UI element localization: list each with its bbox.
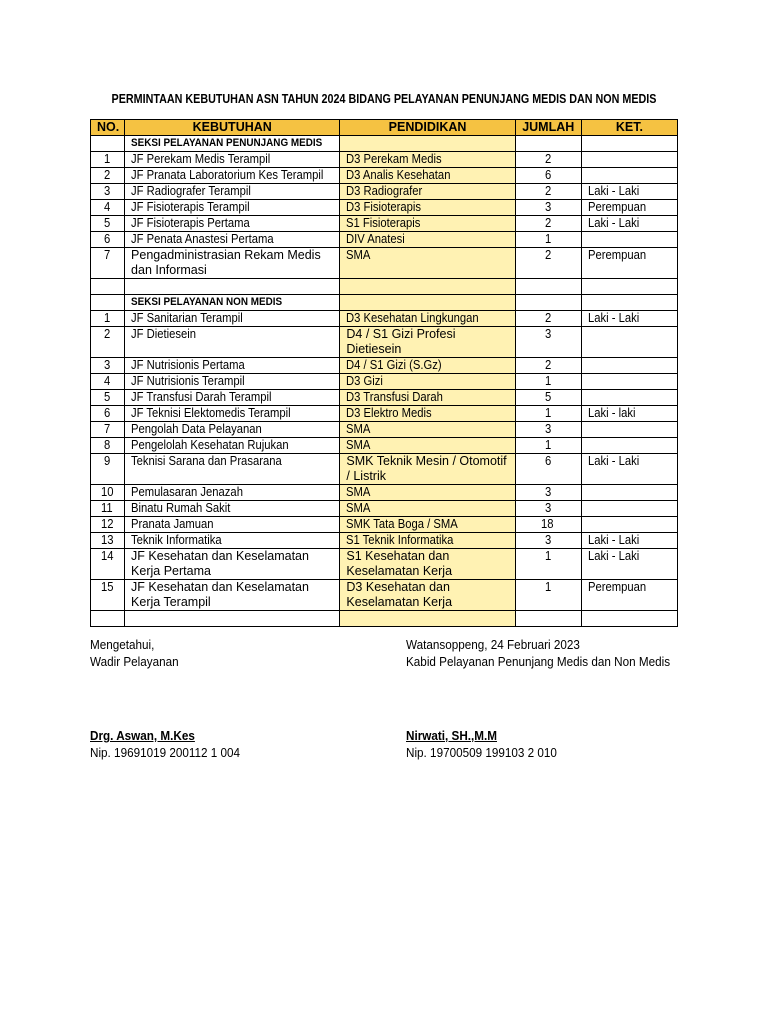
row-kebutuhan xyxy=(125,422,340,438)
left-position-title: Wadir Pelayanan xyxy=(90,654,179,669)
row-pendidikan xyxy=(340,454,515,485)
row-jumlah-text: 6 xyxy=(544,168,552,182)
row-ket xyxy=(581,406,677,422)
table-row xyxy=(91,374,678,390)
row-jumlah-text: 3 xyxy=(544,485,552,499)
row-jumlah-text: 5 xyxy=(544,390,552,404)
row-kebutuhan-text: JF Transfusi Darah Terampil xyxy=(131,390,272,404)
empty-cell xyxy=(340,279,515,295)
row-no xyxy=(91,517,125,533)
row-kebutuhan-text: Pengolah Data Pelayanan xyxy=(131,422,262,436)
row-jumlah-text: 3 xyxy=(544,327,552,341)
table-row xyxy=(91,232,678,248)
section-jumlah-cell xyxy=(515,136,581,152)
row-ket xyxy=(581,311,677,327)
row-no-text: 2 xyxy=(104,327,111,341)
row-jumlah-text: 6 xyxy=(544,454,552,468)
row-no-text: 5 xyxy=(104,390,111,404)
empty-cell xyxy=(91,611,125,627)
table-row xyxy=(91,168,678,184)
row-jumlah xyxy=(515,216,581,232)
row-ket xyxy=(581,533,677,549)
row-pendidikan-text: D3 Kesehatan Lingkungan xyxy=(346,311,480,325)
row-jumlah-text: 3 xyxy=(544,422,552,436)
row-pendidikan xyxy=(340,248,515,279)
section-no-cell xyxy=(91,295,125,311)
row-ket-text: Laki - Laki xyxy=(587,454,640,468)
row-pendidikan-text: D3 Analis Kesehatan xyxy=(346,168,451,182)
row-ket-text: Perempuan xyxy=(587,200,646,214)
row-no xyxy=(91,184,125,200)
row-kebutuhan-text: JF Dietiesein xyxy=(131,327,197,341)
row-pendidikan xyxy=(340,501,515,517)
row-no-text: 1 xyxy=(104,152,111,166)
row-pendidikan-text: SMK Teknik Mesin / Otomotif / Listrik xyxy=(346,454,507,483)
table-row xyxy=(91,406,678,422)
table-row xyxy=(91,216,678,232)
row-ket xyxy=(581,200,677,216)
left-signatory-name: Drg. Aswan, M.Kes xyxy=(90,728,195,743)
row-pendidikan-text: D3 Gizi xyxy=(346,374,384,388)
row-jumlah xyxy=(515,358,581,374)
row-ket xyxy=(581,390,677,406)
row-kebutuhan-text: JF Fisioterapis Pertama xyxy=(131,216,250,230)
row-kebutuhan-text: JF Fisioterapis Terampil xyxy=(131,200,250,214)
header-jumlah: JUMLAH xyxy=(515,120,581,136)
row-jumlah xyxy=(515,533,581,549)
empty-cell xyxy=(515,279,581,295)
row-jumlah xyxy=(515,168,581,184)
row-pendidikan xyxy=(340,358,515,374)
row-kebutuhan-text: Pranata Jamuan xyxy=(131,517,214,531)
table-header-row xyxy=(91,120,678,136)
row-no-text: 3 xyxy=(104,184,111,198)
row-no-text: 4 xyxy=(104,200,111,214)
row-pendidikan xyxy=(340,374,515,390)
table-row xyxy=(91,549,678,580)
table-body xyxy=(91,136,678,627)
row-pendidikan xyxy=(340,327,515,358)
row-pendidikan-text: D3 Elektro Medis xyxy=(346,406,433,420)
row-jumlah-text: 2 xyxy=(544,311,552,325)
row-no-text: 2 xyxy=(104,168,111,182)
row-jumlah-text: 3 xyxy=(544,200,552,214)
row-kebutuhan xyxy=(125,184,340,200)
row-no-text: 4 xyxy=(104,374,111,388)
row-jumlah xyxy=(515,184,581,200)
row-kebutuhan-text: JF Kesehatan dan Keselamatan Kerja Terampil xyxy=(131,580,309,609)
row-ket xyxy=(581,580,677,611)
row-pendidikan-text: D3 Transfusi Darah xyxy=(346,390,444,404)
row-kebutuhan-text: JF Sanitarian Terampil xyxy=(131,311,243,325)
section-header-row xyxy=(91,136,678,152)
row-no-text: 13 xyxy=(100,533,114,547)
row-no-text: 7 xyxy=(104,248,111,262)
row-kebutuhan-text: Teknisi Sarana dan Prasarana xyxy=(131,454,282,468)
table-row xyxy=(91,152,678,168)
row-no xyxy=(91,311,125,327)
table-row xyxy=(91,485,678,501)
row-ket-text: Laki - Laki xyxy=(587,216,640,230)
table-row xyxy=(91,248,678,279)
row-pendidikan-text: S1 Kesehatan dan Keselamatan Kerja xyxy=(346,549,453,578)
row-jumlah xyxy=(515,549,581,580)
row-no-text: 7 xyxy=(104,422,111,436)
table-row xyxy=(91,501,678,517)
left-acknowledge-label: Mengetahui, xyxy=(90,637,155,652)
row-ket-text: Laki - Laki xyxy=(587,533,640,547)
row-no-text: 9 xyxy=(104,454,111,468)
row-ket-text: Laki - laki xyxy=(587,406,636,420)
row-jumlah-text: 1 xyxy=(544,438,552,452)
row-jumlah-text: 2 xyxy=(544,248,552,262)
row-jumlah-text: 1 xyxy=(544,232,552,246)
row-pendidikan-text: D3 Kesehatan dan Keselamatan Kerja xyxy=(346,580,453,609)
row-jumlah xyxy=(515,422,581,438)
row-pendidikan-text: S1 Teknik Informatika xyxy=(346,533,454,547)
row-kebutuhan xyxy=(125,311,340,327)
row-kebutuhan xyxy=(125,517,340,533)
empty-cell xyxy=(581,611,677,627)
table-row xyxy=(91,327,678,358)
row-jumlah-text: 2 xyxy=(544,216,552,230)
row-jumlah xyxy=(515,152,581,168)
row-pendidikan xyxy=(340,311,515,327)
row-jumlah xyxy=(515,327,581,358)
row-no-text: 5 xyxy=(104,216,111,230)
row-kebutuhan-text: Teknik Informatika xyxy=(131,533,222,547)
table-row xyxy=(91,438,678,454)
table-row xyxy=(91,311,678,327)
row-no xyxy=(91,374,125,390)
row-pendidikan-text: SMA xyxy=(346,422,371,436)
header-pendidikan: PENDIDIKAN xyxy=(340,120,515,136)
row-no-text: 8 xyxy=(104,438,111,452)
table-row xyxy=(91,358,678,374)
row-kebutuhan-text: JF Perekam Medis Terampil xyxy=(131,152,271,166)
row-ket xyxy=(581,232,677,248)
document-title: PERMINTAAN KEBUTUHAN ASN TAHUN 2024 BIDANG PELAYANAN PENUNJANG MEDIS DAN NON MEDIS xyxy=(111,92,657,106)
row-pendidikan-text: SMA xyxy=(346,438,371,452)
row-kebutuhan xyxy=(125,390,340,406)
left-signatory xyxy=(90,727,257,761)
row-jumlah xyxy=(515,374,581,390)
requirements-table xyxy=(90,119,678,627)
row-no xyxy=(91,390,125,406)
row-no-text: 10 xyxy=(100,485,114,499)
row-kebutuhan xyxy=(125,358,340,374)
row-no xyxy=(91,327,125,358)
row-kebutuhan xyxy=(125,168,340,184)
row-kebutuhan xyxy=(125,327,340,358)
row-pendidikan xyxy=(340,517,515,533)
row-pendidikan xyxy=(340,216,515,232)
row-no xyxy=(91,422,125,438)
row-no xyxy=(91,200,125,216)
right-position-title: Kabid Pelayanan Penunjang Medis dan Non Medis xyxy=(406,654,671,669)
spacer-row xyxy=(91,279,678,295)
left-signature-block xyxy=(90,636,189,670)
row-pendidikan-text: SMA xyxy=(346,485,371,499)
row-ket xyxy=(581,152,677,168)
row-kebutuhan-text: Pemulasaran Jenazah xyxy=(131,485,243,499)
row-pendidikan xyxy=(340,485,515,501)
row-ket xyxy=(581,327,677,358)
row-ket xyxy=(581,454,677,485)
row-pendidikan-text: D4 / S1 Gizi Profesi Dietiesein xyxy=(346,327,456,356)
empty-cell xyxy=(125,611,340,627)
row-no xyxy=(91,580,125,611)
section-ket-cell xyxy=(581,295,677,311)
row-no xyxy=(91,232,125,248)
row-kebutuhan-text: JF Pranata Laboratorium Kes Terampil xyxy=(131,168,324,182)
row-kebutuhan-text: JF Teknisi Elektomedis Terampil xyxy=(131,406,291,420)
row-kebutuhan xyxy=(125,501,340,517)
header-kebutuhan: KEBUTUHAN xyxy=(125,120,340,136)
row-jumlah xyxy=(515,454,581,485)
row-pendidikan-text: D4 / S1 Gizi (S.Gz) xyxy=(346,358,443,372)
row-ket xyxy=(581,168,677,184)
row-ket-text: Laki - Laki xyxy=(587,311,640,325)
section-title xyxy=(125,295,340,311)
row-jumlah xyxy=(515,485,581,501)
place-date: Watansoppeng, 24 Februari 2023 xyxy=(406,637,580,652)
trailing-empty-row xyxy=(91,611,678,627)
row-pendidikan xyxy=(340,184,515,200)
row-ket-text: Laki - Laki xyxy=(587,549,640,563)
table-row xyxy=(91,422,678,438)
row-jumlah xyxy=(515,390,581,406)
empty-cell xyxy=(581,279,677,295)
row-kebutuhan-text: Binatu Rumah Sakit xyxy=(131,501,231,515)
section-jumlah-cell xyxy=(515,295,581,311)
row-no-text: 14 xyxy=(100,549,114,563)
left-signatory-nip: Nip. 19691019 200112 1 004 xyxy=(90,745,241,760)
empty-cell xyxy=(515,611,581,627)
row-pendidikan xyxy=(340,580,515,611)
row-kebutuhan-text: JF Radiografer Terampil xyxy=(131,184,251,198)
header-no: NO. xyxy=(91,120,125,136)
row-jumlah xyxy=(515,248,581,279)
table-row xyxy=(91,184,678,200)
row-no xyxy=(91,501,125,517)
row-no xyxy=(91,216,125,232)
row-no xyxy=(91,549,125,580)
row-ket xyxy=(581,422,677,438)
row-jumlah xyxy=(515,438,581,454)
row-no-text: 6 xyxy=(104,232,111,246)
empty-cell xyxy=(125,279,340,295)
row-kebutuhan-text: JF Kesehatan dan Keselamatan Kerja Pertama xyxy=(131,549,309,578)
row-kebutuhan-text: JF Nutrisionis Terampil xyxy=(131,374,245,388)
row-jumlah-text: 2 xyxy=(544,152,552,166)
table-row xyxy=(91,580,678,611)
row-kebutuhan xyxy=(125,438,340,454)
row-jumlah-text: 1 xyxy=(544,406,552,420)
row-jumlah-text: 3 xyxy=(544,533,552,547)
row-jumlah-text: 1 xyxy=(544,549,552,563)
row-jumlah-text: 18 xyxy=(541,517,554,531)
right-signatory xyxy=(406,727,574,761)
row-kebutuhan xyxy=(125,200,340,216)
row-kebutuhan xyxy=(125,406,340,422)
row-no xyxy=(91,168,125,184)
row-ket xyxy=(581,184,677,200)
header-ket: KET. xyxy=(581,120,677,136)
row-no xyxy=(91,406,125,422)
table-row xyxy=(91,517,678,533)
row-ket xyxy=(581,501,677,517)
row-pendidikan xyxy=(340,168,515,184)
row-kebutuhan xyxy=(125,248,340,279)
right-signatory-name: Nirwati, SH.,M.M xyxy=(406,728,498,743)
row-kebutuhan-text: JF Penata Anastesi Pertama xyxy=(131,232,274,246)
table-row xyxy=(91,200,678,216)
row-kebutuhan-text: Pengelolah Kesehatan Rujukan xyxy=(131,438,289,452)
row-jumlah xyxy=(515,580,581,611)
section-pendidikan-cell xyxy=(340,136,515,152)
row-jumlah xyxy=(515,501,581,517)
row-no xyxy=(91,152,125,168)
table-row xyxy=(91,454,678,485)
row-pendidikan-text: S1 Fisioterapis xyxy=(346,216,421,230)
row-kebutuhan xyxy=(125,485,340,501)
row-no-text: 1 xyxy=(104,311,111,325)
row-jumlah xyxy=(515,406,581,422)
row-pendidikan xyxy=(340,232,515,248)
row-ket xyxy=(581,216,677,232)
row-no-text: 11 xyxy=(101,501,113,515)
row-kebutuhan xyxy=(125,216,340,232)
row-ket xyxy=(581,358,677,374)
row-no xyxy=(91,454,125,485)
row-kebutuhan-text: Pengadministrasian Rekam Medis dan Informasi xyxy=(131,248,321,277)
section-title xyxy=(125,136,340,152)
row-pendidikan xyxy=(340,533,515,549)
row-ket-text: Perempuan xyxy=(587,248,646,262)
row-pendidikan-text: SMK Tata Boga / SMA xyxy=(346,517,459,531)
row-pendidikan-text: D3 Perekam Medis xyxy=(346,152,443,166)
row-jumlah-text: 1 xyxy=(544,374,552,388)
section-pendidikan-cell xyxy=(340,295,515,311)
row-kebutuhan-text: JF Nutrisionis Pertama xyxy=(131,358,245,372)
row-no xyxy=(91,358,125,374)
row-pendidikan xyxy=(340,152,515,168)
row-pendidikan-text: D3 Fisioterapis xyxy=(346,200,422,214)
section-title-text: SEKSI PELAYANAN PENUNJANG MEDIS xyxy=(131,137,323,149)
row-ket xyxy=(581,517,677,533)
section-title-text: SEKSI PELAYANAN NON MEDIS xyxy=(131,296,283,308)
row-no-text: 6 xyxy=(104,406,111,420)
row-kebutuhan xyxy=(125,232,340,248)
row-no xyxy=(91,438,125,454)
row-no xyxy=(91,248,125,279)
right-signatory-nip: Nip. 19700509 199103 2 010 xyxy=(406,745,557,760)
row-pendidikan xyxy=(340,406,515,422)
row-ket xyxy=(581,485,677,501)
table-row xyxy=(91,533,678,549)
row-ket-text: Perempuan xyxy=(587,580,646,594)
row-jumlah xyxy=(515,517,581,533)
section-no-cell xyxy=(91,136,125,152)
section-header-row xyxy=(91,295,678,311)
row-ket xyxy=(581,438,677,454)
row-pendidikan xyxy=(340,390,515,406)
section-ket-cell xyxy=(581,136,677,152)
row-no xyxy=(91,533,125,549)
row-ket-text: Laki - Laki xyxy=(587,184,640,198)
row-kebutuhan xyxy=(125,549,340,580)
row-jumlah-text: 1 xyxy=(544,580,552,594)
row-jumlah xyxy=(515,232,581,248)
row-jumlah-text: 3 xyxy=(544,501,552,515)
row-pendidikan xyxy=(340,549,515,580)
row-ket xyxy=(581,374,677,390)
right-signature-block xyxy=(406,636,699,670)
row-kebutuhan xyxy=(125,454,340,485)
row-no-text: 12 xyxy=(100,517,114,531)
row-pendidikan-text: SMA xyxy=(346,248,371,262)
empty-cell xyxy=(91,279,125,295)
row-kebutuhan xyxy=(125,374,340,390)
row-jumlah-text: 2 xyxy=(544,184,552,198)
row-pendidikan-text: DIV Anatesi xyxy=(346,232,406,246)
row-kebutuhan xyxy=(125,152,340,168)
row-pendidikan-text: D3 Radiografer xyxy=(346,184,423,198)
row-kebutuhan xyxy=(125,580,340,611)
row-ket xyxy=(581,248,677,279)
row-pendidikan xyxy=(340,200,515,216)
row-pendidikan xyxy=(340,422,515,438)
empty-cell xyxy=(340,611,515,627)
table-row xyxy=(91,390,678,406)
row-no xyxy=(91,485,125,501)
row-jumlah xyxy=(515,200,581,216)
row-jumlah xyxy=(515,311,581,327)
row-kebutuhan xyxy=(125,533,340,549)
row-ket xyxy=(581,549,677,580)
row-jumlah-text: 2 xyxy=(544,358,552,372)
row-pendidikan xyxy=(340,438,515,454)
row-pendidikan-text: SMA xyxy=(346,501,371,515)
row-no-text: 15 xyxy=(100,580,114,594)
row-no-text: 3 xyxy=(104,358,111,372)
